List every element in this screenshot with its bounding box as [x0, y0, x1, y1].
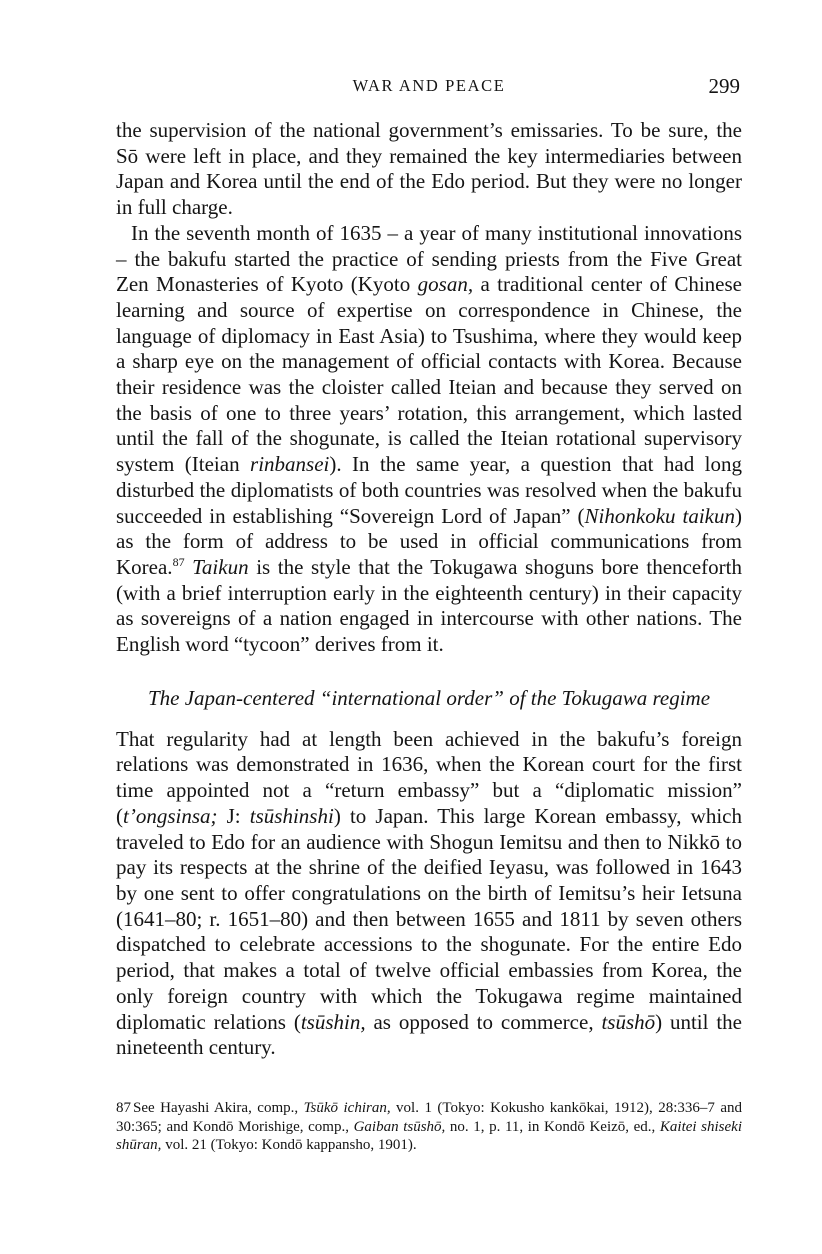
term-tsushin: tsūshin, — [300, 1009, 366, 1034]
text-run: ). In the same year, a question that had long disturbed the diplomatists of both countries was resolved when the bakufu succeeded in establishing “Sovereign Lord of Japan” ( — [116, 452, 742, 528]
text-run: vol. 21 (Tokyo: Kondō kappansho, 1901). — [161, 1137, 417, 1153]
title-tsuko-ichiran: Tsūkō ichiran, — [303, 1100, 391, 1116]
term-gosan: gosan, — [417, 272, 474, 297]
term-tsushinshi: tsūshinshi — [249, 803, 334, 828]
page-header — [116, 76, 742, 102]
text-run: ) as the form of address to be used in official communications from Korea. — [116, 503, 742, 579]
text-run: vol. 1 (Tokyo: Kokusho kankōkai, 1912), 28:336–7 and 30:365; and Kondō Morishige, comp., — [116, 1100, 742, 1135]
footnote-number: 87 — [116, 1100, 131, 1116]
text-run: J: — [217, 803, 250, 828]
title-kaitei-shiseki-shuran: Kaitei shiseki shūran, — [116, 1118, 742, 1153]
title-gaiban-tsusho: Gaiban tsūshō, — [353, 1118, 446, 1135]
footnote — [116, 1099, 742, 1155]
section-heading: The Japan-centered “international order” of the Tokugawa regime — [147, 685, 711, 710]
term-taikun: Taikun — [192, 554, 249, 579]
text-run: no. 1, p. 11, in Kondō Keizō, ed., — [445, 1118, 660, 1135]
text-run: ) until the nineteenth century. — [116, 1009, 742, 1060]
text-run: a traditional center of Chinese learning and source of expertise on correspondence in Chinese, the language of diplomacy in East Asia) to Tsushima, where they would keep a sharp eye on the management of official contacts with Korea. Because their residence was the cloister called Iteian and because they served on the basis of one to three years’ rotation, this arrangement, which lasted until the fall of the shogunate, is called the Iteian rotational supervisory system (Iteian — [116, 272, 742, 477]
page-number: 299 — [708, 74, 740, 98]
term-tsusho: tsūshō — [601, 1009, 656, 1034]
term-rinbansei: rinbansei — [250, 452, 330, 477]
paragraph-iteian — [116, 221, 742, 658]
paragraph-text: the supervision of the national government’s emissaries. To be sure, the Sō were left in place, and they remained the key intermediaries between Japan and Korea until the end of the Edo period. But they were no longer in full charge. — [116, 118, 742, 220]
paragraph-continued — [116, 118, 742, 221]
text-run: is the style that the Tokugawa shoguns bore thenceforth (with a brief interruption early in the eighteenth century) in their capacity as sovereigns of a nation engaged in intercourse with other nations. The English word “tycoon” derives from it. — [116, 554, 743, 657]
paragraph-embassies — [116, 727, 742, 1061]
footnote-reference[interactable]: 87 — [172, 554, 185, 569]
text-run: In the seventh month of 1635 – a year of many institutional innovations – the bakufu started the practice of sending priests from the Five Great Zen Monasteries of Kyoto (Kyoto — [116, 220, 742, 297]
text-run: as opposed to commerce, — [365, 1009, 602, 1034]
running-head: WAR AND PEACE — [352, 76, 506, 95]
term-nihonkoku-taikun: Nihonkoku taikun — [584, 503, 735, 528]
text-run: See Hayashi Akira, comp., — [133, 1100, 304, 1116]
body-text — [116, 118, 742, 1061]
text-run: ) to Japan. This large Korean embassy, which traveled to Edo for an audience with Shogun Iemitsu and then to Nikkō to pay its respects at the shrine of the deified Ieyasu, was followed in 1643 by one sent to offer congratulations on the birth of Iemitsu’s heir Ietsuna (1641–80; r. 1651–80) and then between 1655 and 1811 by seven others dispatched to celebrate accessions to the shogunate. For the entire Edo period, that makes a total of twelve official embassies from Korea, the only foreign country with which the Tokugawa regime maintained diplomatic relations ( — [116, 803, 743, 1034]
term-tongsinsa: t’ongsinsa; — [123, 803, 218, 828]
text-run: That regularity had at length been achieved in the bakufu’s foreign relations was demonstrated in 1636, when the Korean court for the first time appointed not a “return embassy” but a “diplomatic mission” ( — [116, 726, 742, 828]
